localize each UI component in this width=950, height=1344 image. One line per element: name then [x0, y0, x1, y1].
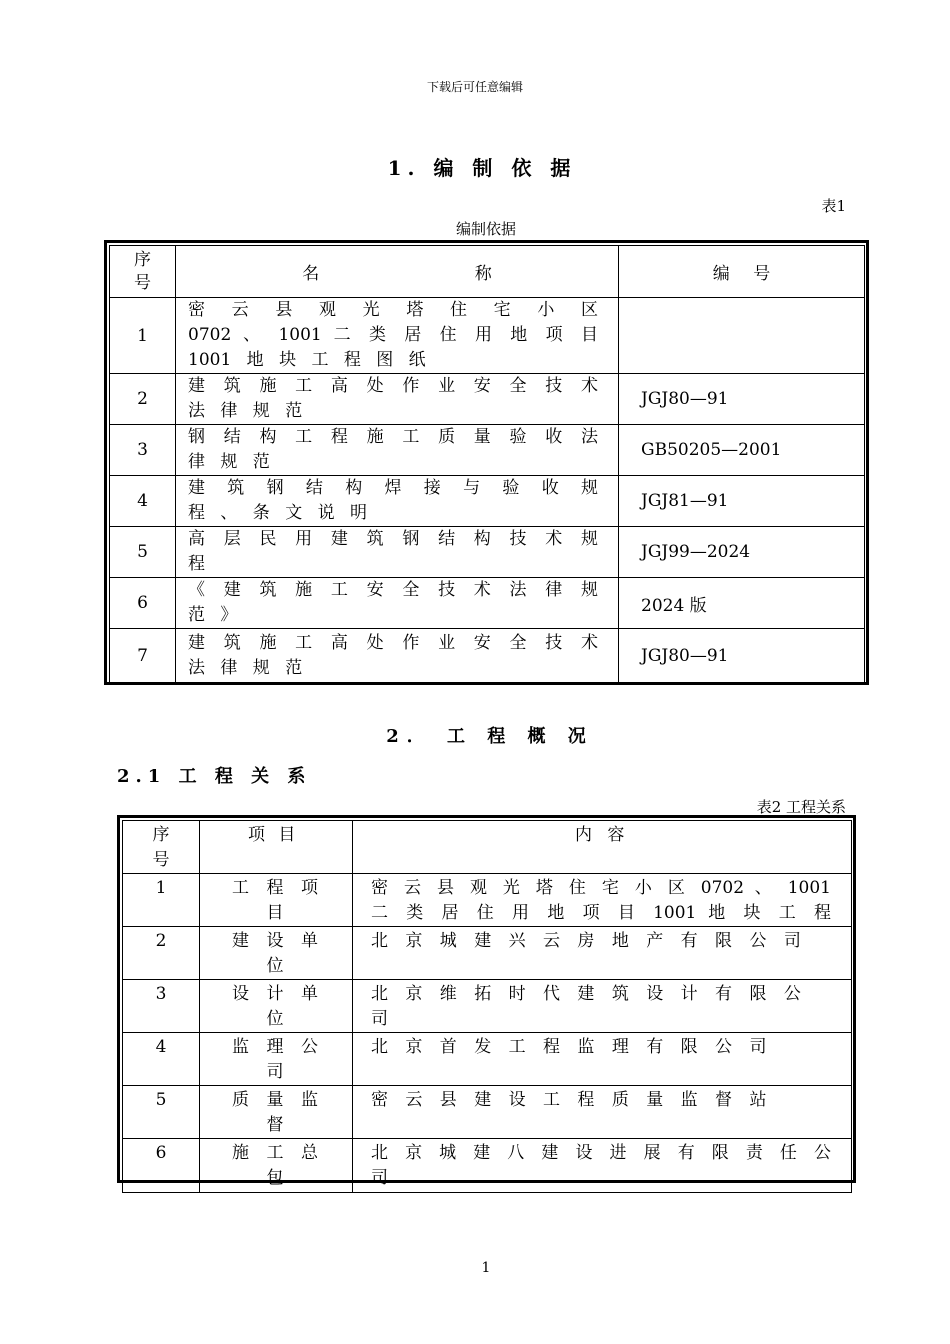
row-item-line: 质 量 监	[232, 1090, 318, 1110]
row-item-line: 督	[266, 1115, 284, 1135]
row-name	[176, 629, 619, 683]
table2-label: 表2 工程关系	[756, 798, 846, 816]
row-name-line: 1001 地 块 工 程 图 纸	[188, 350, 426, 370]
compilation-basis-table	[109, 245, 865, 683]
header-name-text: 名 称	[302, 264, 492, 284]
row-name	[176, 578, 619, 629]
row-content	[353, 1139, 852, 1193]
row-item	[200, 874, 353, 927]
header-seq-line1: 序	[152, 825, 170, 845]
row-item-line: 位	[266, 1009, 284, 1029]
row-content-line: 北 京 首 发 工 程 监 理 有 限 公 司	[371, 1037, 767, 1057]
row-name-line: 法 律 规 范	[188, 657, 303, 678]
table-row	[110, 527, 865, 578]
header-seq-line1: 序	[134, 249, 151, 270]
row-seq: 3	[123, 980, 200, 1033]
header-content	[353, 821, 852, 874]
row-content	[353, 1033, 852, 1086]
row-name-line: 《 建 筑 施 工 安 全 技 术 法 律 规	[188, 580, 598, 600]
header-code-text: 编 号	[712, 264, 771, 284]
row-content-line: 密 云 县 建 设 工 程 质 量 监 督 站	[371, 1090, 767, 1110]
row-name-line: 建 筑 施 工 高 处 作 业 安 全 技 术	[188, 376, 598, 396]
header-content-text: 内 容	[575, 825, 625, 845]
table-header-row	[110, 246, 865, 298]
row-name	[176, 298, 619, 374]
row-name-line: 律 规 范	[188, 452, 270, 472]
table-row	[123, 1086, 852, 1139]
row-name-line: 建 筑 施 工 高 处 作 业 安 全 技 术	[188, 632, 598, 653]
row-content-line: 司	[371, 1168, 388, 1188]
compilation-basis-table-frame	[104, 240, 869, 685]
row-seq: 1	[110, 298, 176, 374]
row-code: 2024 版	[619, 578, 865, 629]
header-seq	[110, 246, 176, 298]
row-item-line: 司	[266, 1062, 284, 1082]
row-code: JGJ99—2024	[619, 527, 865, 578]
table-row	[123, 1033, 852, 1086]
page-number: 1	[481, 1260, 491, 1276]
table-row	[123, 1139, 852, 1193]
header-seq	[123, 821, 200, 874]
row-code	[619, 298, 865, 374]
row-content-line: 北 京 维 拓 时 代 建 筑 设 计 有 限 公 司	[371, 984, 801, 1029]
row-seq: 2	[123, 927, 200, 980]
row-content-line: 北 京 城 建 八 建 设 进 展 有 限 责 任 公	[371, 1143, 831, 1163]
section1-title: 1. 编 制 依 据	[387, 156, 577, 180]
table1-caption: 编制依据	[455, 220, 516, 238]
row-name	[176, 476, 619, 527]
header-code	[619, 246, 865, 298]
row-name-line: 高 层 民 用 建 筑 钢 结 构 技 术 规	[188, 529, 598, 549]
table-row	[110, 425, 865, 476]
header-item	[200, 821, 353, 874]
row-name-line: 程	[188, 554, 205, 574]
subsection-2-1-title: 2.1 工 程 关 系	[117, 766, 312, 787]
row-name-line: 法 律 规 范	[188, 401, 303, 421]
row-item-line: 施 工 总	[232, 1143, 318, 1163]
row-content-line: 北 京 城 建 兴 云 房 地 产 有 限 公 司	[371, 931, 801, 951]
row-item-line: 位	[266, 956, 284, 976]
table-row	[110, 629, 865, 683]
row-item	[200, 980, 353, 1033]
project-relations-table-frame	[117, 815, 856, 1188]
row-name-line: 程 、 条 文 说 明	[188, 503, 368, 523]
row-seq: 4	[123, 1033, 200, 1086]
row-seq: 1	[123, 874, 200, 927]
table-row	[110, 374, 865, 425]
row-seq: 3	[110, 425, 176, 476]
row-code: JGJ80—91	[619, 374, 865, 425]
header-name	[176, 246, 619, 298]
table-row	[123, 874, 852, 927]
row-content	[353, 980, 852, 1033]
table-row	[123, 927, 852, 980]
page-header-note: 下载后可任意编辑	[426, 80, 523, 94]
table-row	[110, 578, 865, 629]
row-seq: 6	[123, 1139, 200, 1193]
row-item-line: 建 设 单	[232, 931, 318, 951]
row-item-line: 目	[266, 903, 284, 923]
row-code: JGJ80—91	[619, 629, 865, 683]
row-item-line: 设 计 单	[232, 984, 318, 1004]
header-seq-line2: 号	[152, 850, 170, 870]
table-row	[110, 476, 865, 527]
table1-label: 表1	[821, 197, 846, 215]
row-content	[353, 927, 852, 980]
row-content-line: 密 云 县 观 光 塔 住 宅 小 区 0702 、 1001	[371, 878, 831, 898]
row-content	[353, 874, 852, 927]
row-name	[176, 527, 619, 578]
row-item	[200, 1139, 353, 1193]
row-content	[353, 1086, 852, 1139]
row-name	[176, 425, 619, 476]
row-seq: 2	[110, 374, 176, 425]
row-code: JGJ81—91	[619, 476, 865, 527]
row-seq: 6	[110, 578, 176, 629]
table-row	[110, 298, 865, 374]
row-code: GB50205—2001	[619, 425, 865, 476]
table-row	[123, 980, 852, 1033]
section2-title: 2． 工 程 概 况	[386, 726, 594, 747]
row-item	[200, 1033, 353, 1086]
row-item	[200, 1086, 353, 1139]
row-seq: 7	[110, 629, 176, 683]
row-item	[200, 927, 353, 980]
row-name-line: 建 筑 钢 结 构 焊 接 与 验 收 规	[188, 478, 598, 498]
header-item-text: 项 目	[248, 825, 296, 845]
row-item-line: 工 程 项	[232, 878, 318, 898]
row-content-line: 二 类 居 住 用 地 项 目 1001 地 块 工 程	[371, 903, 831, 923]
row-item-line: 监 理 公	[232, 1037, 318, 1057]
row-seq: 5	[110, 527, 176, 578]
row-seq: 4	[110, 476, 176, 527]
row-seq: 5	[123, 1086, 200, 1139]
row-name-line: 密 云 县 观 光 塔 住 宅 小 区	[188, 300, 598, 320]
header-seq-line2: 号	[134, 272, 151, 293]
row-name-line: 钢 结 构 工 程 施 工 质 量 验 收 法	[188, 427, 598, 447]
table-header-row	[123, 821, 852, 874]
row-item-line: 包	[266, 1168, 284, 1188]
row-name-line: 范 》	[188, 605, 238, 625]
row-name-line: 0702 、 1001 二 类 居 住 用 地 项 目	[188, 325, 598, 345]
project-relations-table	[122, 820, 852, 1193]
row-name	[176, 374, 619, 425]
